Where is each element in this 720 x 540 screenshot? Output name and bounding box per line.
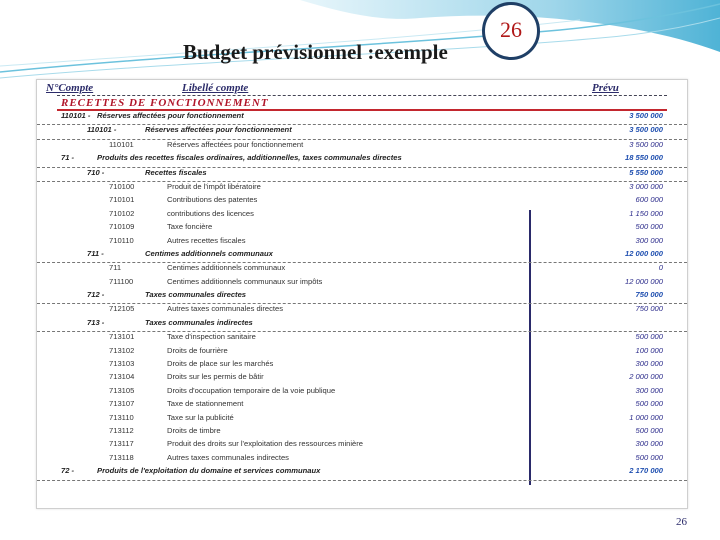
row-value: 500 000 — [635, 222, 663, 232]
row-code: 710102 — [109, 208, 135, 218]
table-row — [37, 386, 687, 399]
table-row — [37, 195, 687, 208]
row-code: 712 - — [87, 290, 105, 300]
row-value: 0 — [658, 263, 663, 273]
row-value: 2 170 000 — [629, 466, 663, 476]
row-code: 713101 — [109, 332, 135, 342]
table-row — [37, 182, 687, 195]
row-code: 713117 — [109, 439, 134, 449]
row-code: 712105 — [109, 304, 135, 314]
row-value: 300 000 — [635, 385, 663, 395]
page-number: 26 — [676, 516, 687, 528]
row-code: 110101 — [109, 139, 134, 149]
table-row — [37, 249, 687, 263]
row-code: 711 - — [87, 248, 104, 258]
row-label: Taxes communales directes — [145, 290, 247, 300]
row-label: Produits de l'exploitation du domaine et services communaux — [97, 466, 321, 476]
table-row — [37, 359, 687, 372]
row-label: Autres taxes communales directes — [167, 304, 284, 314]
table-row — [37, 466, 687, 480]
table-row — [37, 168, 687, 182]
column-header-code: N°Compte — [46, 82, 94, 94]
row-code: 710101 — [109, 195, 135, 205]
row-label: Autres recettes fiscales — [167, 235, 246, 245]
row-label: Taxe sur la publicité — [167, 412, 234, 422]
row-value: 12 000 000 — [624, 276, 663, 286]
row-value: 3 500 000 — [629, 139, 663, 149]
row-code: 110101 - — [87, 125, 117, 135]
row-value: 3 500 000 — [629, 125, 663, 135]
table-row — [37, 277, 687, 290]
table-row — [37, 399, 687, 412]
row-value: 300 000 — [635, 235, 663, 245]
row-code: 71 - — [61, 153, 75, 163]
row-value: 500 000 — [635, 425, 663, 435]
table-row — [37, 125, 687, 139]
table-row — [37, 453, 687, 466]
row-label: Taxe de stationnement — [167, 399, 244, 409]
table-row — [37, 222, 687, 235]
row-label: contributions des licences — [167, 208, 254, 218]
row-label: Produits des recettes fiscales ordinaires, additionnelles, taxes communales directes — [97, 153, 402, 163]
row-label: Produit des droits sur l'exploitation des ressources minière — [167, 439, 364, 449]
row-label: Contributions des patentes — [167, 195, 258, 205]
slide-title: Budget prévisionnel :exemple — [183, 40, 448, 64]
column-header-value: Prévu — [592, 82, 619, 94]
row-value: 2 000 000 — [629, 372, 663, 382]
table-row — [37, 111, 687, 125]
row-code: 710 - — [87, 167, 105, 177]
row-value: 3 000 000 — [629, 181, 663, 191]
table-row — [37, 318, 687, 332]
table-row — [37, 439, 687, 452]
row-code: 710110 — [109, 235, 134, 245]
table-row — [37, 304, 687, 317]
row-value: 300 000 — [635, 439, 663, 449]
section-title: RECETTES DE FONCTIONNEMENT — [61, 97, 269, 109]
row-value: 100 000 — [635, 345, 663, 355]
table-row — [37, 153, 687, 167]
table-row — [37, 263, 687, 276]
row-code: 72 - — [61, 466, 75, 476]
row-value: 3 500 000 — [629, 111, 663, 120]
row-code: 711100 — [109, 276, 134, 286]
row-code: 713107 — [109, 399, 135, 409]
row-value: 500 000 — [635, 399, 663, 409]
row-label: Centimes additionnels communaux — [145, 248, 273, 258]
header-divider — [57, 95, 667, 96]
row-code: 110101 - — [61, 111, 91, 120]
budget-table-scan — [36, 79, 688, 509]
row-value: 1 150 000 — [629, 208, 663, 218]
row-value: 500 000 — [635, 332, 663, 342]
table-row — [37, 413, 687, 426]
row-code: 710100 — [109, 181, 135, 191]
row-code: 713103 — [109, 359, 135, 369]
row-label: Réserves affectées pour fonctionnement — [145, 125, 292, 135]
table-row — [37, 426, 687, 439]
row-code: 713 - — [87, 317, 105, 327]
row-label: Réserves affectées pour fonctionnement — [97, 111, 244, 120]
table-row — [37, 236, 687, 249]
table-row — [37, 140, 687, 153]
row-label: Recettes fiscales — [145, 167, 207, 177]
row-label: Droits de place sur les marchés — [167, 359, 274, 369]
row-value: 750 000 — [635, 290, 663, 300]
row-value: 300 000 — [635, 359, 663, 369]
row-label: Droits d'occupation temporaire de la voie publique — [167, 385, 336, 395]
row-label: Droits de fourrière — [167, 345, 228, 355]
row-label: Droits sur les permis de bâtir — [167, 372, 264, 382]
row-value: 750 000 — [635, 304, 663, 314]
row-code: 713104 — [109, 372, 135, 382]
table-row — [37, 346, 687, 359]
table-row — [37, 290, 687, 304]
row-label: Taxes communales indirectes — [145, 317, 253, 327]
row-code: 713118 — [109, 452, 134, 462]
row-label: Centimes additionnels communaux sur impôts — [167, 276, 323, 286]
row-label: Droits de timbre — [167, 425, 221, 435]
row-label: Autres taxes communales indirectes — [167, 452, 289, 462]
row-code: 710109 — [109, 222, 135, 232]
table-row — [37, 372, 687, 385]
row-value: 500 000 — [635, 452, 663, 462]
row-value: 12 000 000 — [624, 248, 663, 258]
table-row — [37, 209, 687, 222]
row-code: 713112 — [109, 425, 134, 435]
row-label: Centimes additionnels communaux — [167, 263, 286, 273]
row-code: 713110 — [109, 412, 134, 422]
row-label: Taxe d'inspection sanitaire — [167, 332, 256, 342]
column-header-label: Libellé compte — [182, 82, 249, 94]
row-code: 713102 — [109, 345, 135, 355]
row-value: 600 000 — [635, 195, 663, 205]
row-label: Réserves affectées pour fonctionnement — [167, 139, 304, 149]
table-row — [37, 332, 687, 345]
row-code: 711 — [109, 263, 122, 273]
row-label: Taxe foncière — [167, 222, 213, 232]
row-code: 713105 — [109, 385, 135, 395]
row-value: 18 550 000 — [624, 153, 663, 163]
row-value: 1 000 000 — [629, 412, 663, 422]
slide-number-badge: 26 — [482, 2, 540, 60]
row-label: Produit de l'impôt libératoire — [167, 181, 261, 191]
row-value: 5 550 000 — [629, 167, 663, 177]
budget-rows — [37, 111, 687, 481]
